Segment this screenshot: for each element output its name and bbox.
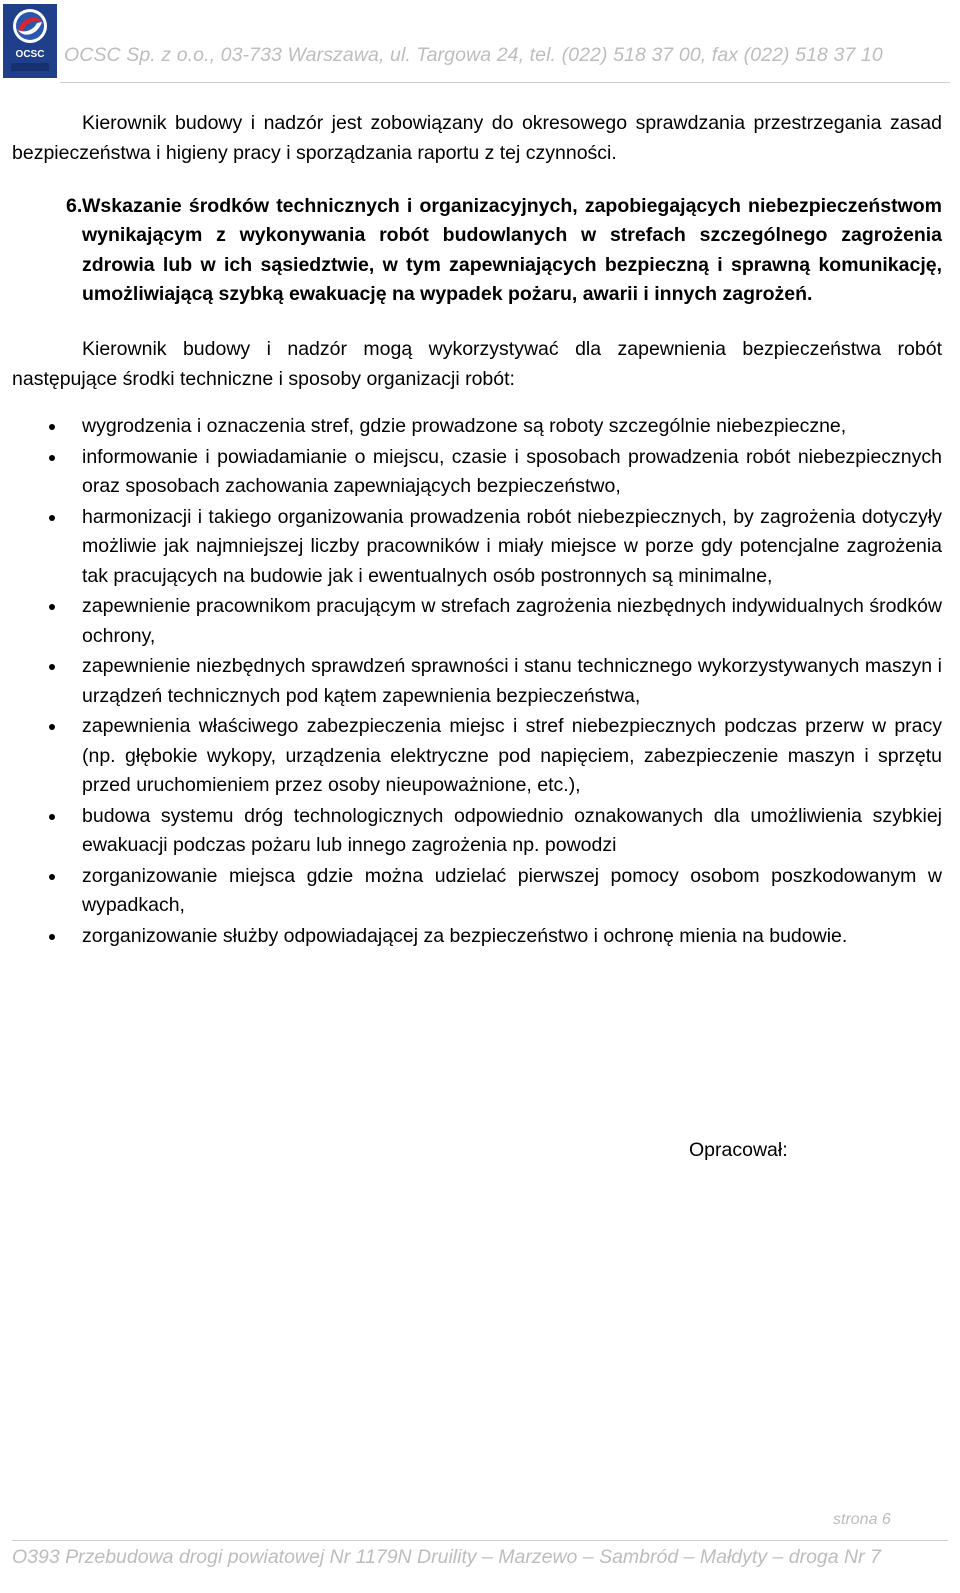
footer-document-title: O393 Przebudowa drogi powiatowej Nr 1179N Druility – Marzewo – Sambród – Małdyty – droga Nr 7 (12, 1546, 881, 1568)
section-heading-6 (12, 192, 942, 309)
list-item: zorganizowanie miejsca gdzie można udzielać pierwszej pomocy osobom poszkodowanym w wypadkach, (12, 862, 942, 921)
paragraph-supervision: Kierownik budowy i nadzór jest zobowiązany do okresowego sprawdzania przestrzegania zasad bezpieczeństwa i higieny pracy i sporządzania raportu z tej czynności. (12, 112, 942, 164)
list-item: zorganizowanie służby odpowiadającej za bezpieczeństwo i ochronę mienia na budowie. (12, 922, 942, 952)
list-item: zapewnienie pracownikom pracującym w strefach zagrożenia niezbędnych indywidualnych środków ochrony, (12, 592, 942, 651)
bullet-icon (49, 934, 55, 940)
section-heading-text: Wskazanie środków technicznych i organizacyjnych, zapobiegających niebezpieczeństwom wynikającym z wykonywania robót budowlanych w strefach szczególnego zagrożenia zdrowia lub w ich sąsiedztwie, w tym zapewniających bezpieczną i sprawną komunikację, umożliwiającą szybką ewakuację na wypadek pożaru, awarii i innych zagrożeń. (82, 195, 942, 305)
company-logo (3, 4, 57, 78)
page-header (0, 0, 960, 90)
list-item: wygrodzenia i oznaczenia stref, gdzie prowadzone są roboty szczególnie niebezpieczne, (12, 412, 942, 442)
list-item: zapewnienia właściwego zabezpieczenia miejsc i stref niebezpiecznych podczas przerw w pracy (np. głębokie wykopy, urządzenia elektryczne pod napięciem, zabezpieczenie maszyn i sprzętu przed uruchomieniem przez osoby nieupoważnione, etc.), (12, 712, 942, 801)
logo-text: OCSC (15, 49, 45, 60)
list-item: informowanie i powiadamianie o miejscu, czasie i sposobach prowadzenia robót niebezpiecznych oraz sposobach zachowania zapewniających bezpieczeństwo, (12, 443, 942, 502)
page-number: strona 6 (833, 1511, 891, 1528)
company-info: OCSC Sp. z o.o., 03-733 Warszawa, ul. Targowa 24, tel. (022) 518 37 00, fax (022) 518 37 10 (64, 44, 883, 66)
list-item: harmonizacji i takiego organizowania prowadzenia robót niebezpiecznych, by zagrożenia dotyczyły możliwie jak najmniejszej liczby pracowników i miały miejsce w porze gdy potencjalne zagrożenia tak pracujących na budowie jak i ewentualnych osób postronnych są minimalne, (12, 503, 942, 592)
bullet-icon (49, 874, 55, 880)
bullet-icon (49, 664, 55, 670)
signature-label: Opracował: (689, 1139, 788, 1161)
bullet-icon (49, 455, 55, 461)
document-body (12, 109, 942, 951)
bullet-icon (49, 515, 55, 521)
header-divider (60, 82, 950, 83)
measures-list (12, 412, 942, 951)
bullet-icon (49, 604, 55, 610)
list-item: budowa systemu dróg technologicznych odpowiednio oznakowanych dla umożliwienia szybkiej ewakuacji podczas pożaru lub innego zagrożenia np. powodzi (12, 802, 942, 861)
intro-paragraph: Kierownik budowy i nadzór mogą wykorzystywać dla zapewnienia bezpieczeństwa robót następujące środki techniczne i sposoby organizacji robót: (12, 338, 942, 390)
bullet-icon (49, 724, 55, 730)
section-number: 6. (66, 195, 83, 217)
bullet-icon (49, 424, 55, 430)
list-item: zapewnienie niezbędnych sprawdzeń sprawności i stanu technicznego wykorzystywanych maszyn i urządzeń technicznych pod kątem zapewnienia bezpieczeństwa, (12, 652, 942, 711)
bullet-icon (49, 814, 55, 820)
footer-divider (12, 1540, 948, 1541)
